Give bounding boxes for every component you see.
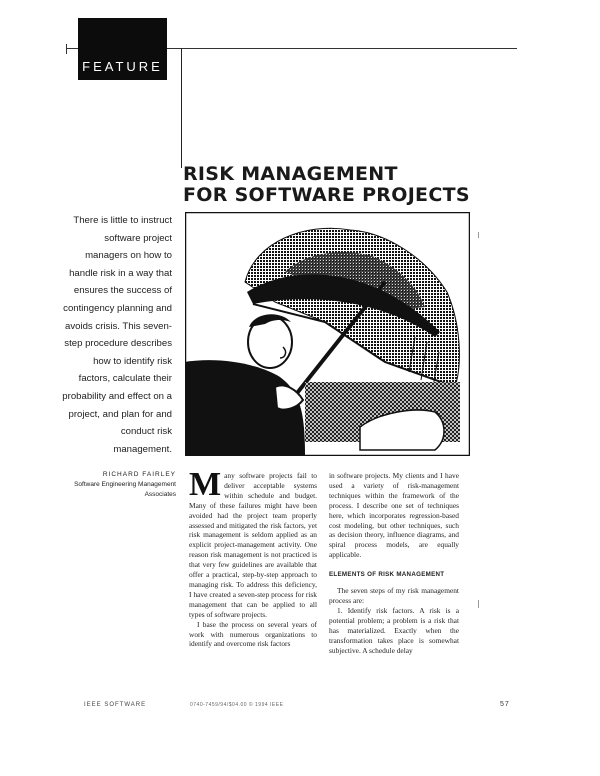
page-number: 57 <box>500 701 510 708</box>
umbrella-illustration-icon <box>185 212 470 456</box>
drop-cap: M <box>189 466 222 503</box>
byline <box>72 470 176 500</box>
body-column-1 <box>189 466 317 649</box>
margin-rule <box>181 48 182 168</box>
body-paragraph: The seven steps of my risk management process are: <box>329 586 459 605</box>
article-title-line-1: RISK MANAGEMENT <box>183 163 398 185</box>
scan-speck <box>478 600 479 608</box>
footer-issue-info: 0740-7459/94/$04.00 © 1994 IEEE <box>190 702 284 708</box>
header-rule <box>167 48 517 49</box>
footer-publication: IEEE SOFTWARE <box>84 702 147 708</box>
section-label-block <box>78 18 167 80</box>
header-rule-tick <box>66 44 67 54</box>
body-paragraph: I base the process on several years of work with numerous organizations to identify and overcome risk factors <box>189 619 317 649</box>
article-deck: There is little to instruct software project managers on how to handle risk in a way that ensures the success of contingency planning and avoids crisis. This seven-step procedure describes how to identify risk factors, calculate their probability and effect on a project, and plan for and conduct risk management. <box>62 215 172 455</box>
section-label: FEATURE <box>82 59 163 74</box>
scan-speck <box>478 232 479 238</box>
header-rule-left <box>66 48 78 49</box>
author-affiliation: Software Engineering Management Associates <box>74 481 176 498</box>
body-paragraph: in software projects. My clients and I have used a variety of risk-management techniques within the framework of the process. I describe one set of techniques here, which incorporates regression-based cost modeling, but other techniques, such as decision theory, influence diagrams, and spiral process models, are equally applicable. <box>329 471 459 560</box>
article-title <box>183 164 513 206</box>
article-title-line-2: FOR SOFTWARE PROJECTS <box>183 184 470 206</box>
body-paragraph: 1. Identify risk factors. A risk is a potential problem; a problem is a risk that has materialized. Exactly when the transformation takes place is somewhat subjective. A schedule delay <box>329 605 459 655</box>
author-name: RICHARD FAIRLEY <box>102 471 176 478</box>
paragraph-text: any software projects fail to deliver acceptable systems within schedule and budget. Many of these failures might have been avoided had the project team properly assessed and mitigated the risk factors, yet risk management is seldom applied as an explicit project-management activity. One reason risk management is not practiced is that very few guidelines are available that offer a practical, step-by-step approach to managing risk. To address this deficiency, I have created a seven-step process for risk management that can be applied to all types of software projects. <box>189 471 317 619</box>
body-column-2 <box>329 471 459 655</box>
body-paragraph <box>189 466 317 620</box>
section-heading: ELEMENTS OF RISK MANAGEMENT <box>329 571 445 579</box>
